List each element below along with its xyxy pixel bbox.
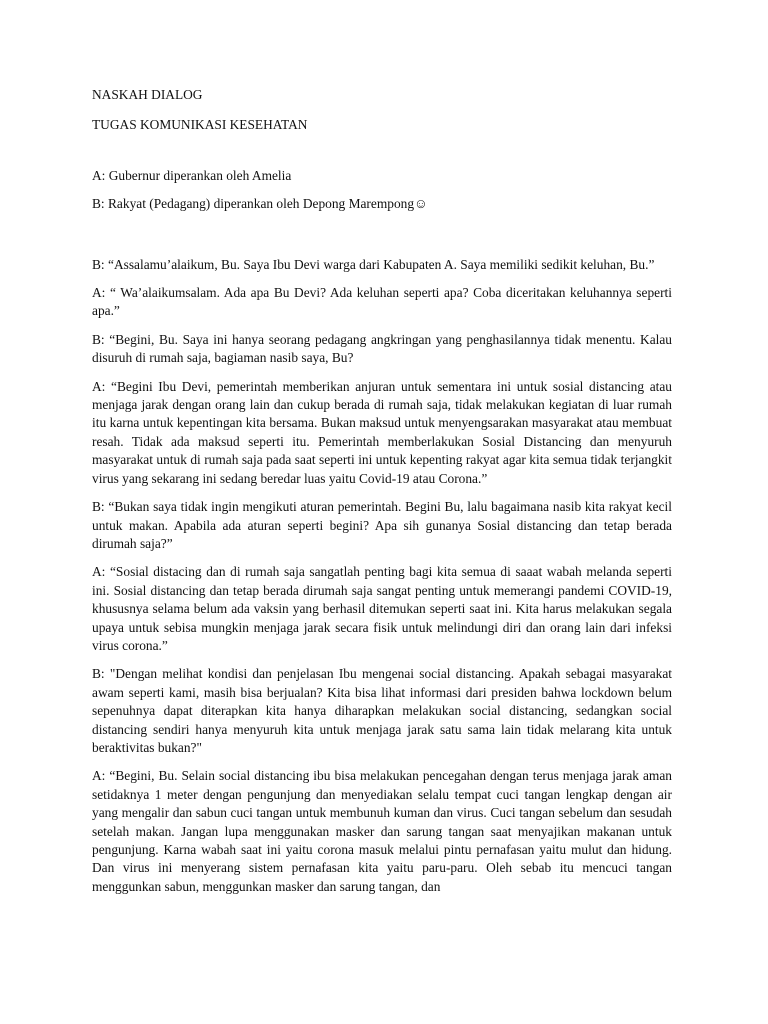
role-a: A: Gubernur diperankan oleh Amelia — [92, 167, 292, 183]
document-subtitle: TUGAS KOMUNIKASI KESEHATAN — [92, 117, 308, 133]
dialog-line-1: B: “Assalamu’alaikum, Bu. Saya Ibu Devi warga dari Kabupaten A. Saya memiliki sedikit keluhan, Bu.” — [92, 256, 655, 272]
document-page — [92, 86, 672, 906]
document-title: NASKAH DIALOG — [92, 87, 203, 102]
dialog-line-7: B: "Dengan melihat kondisi dan penjelasan Ibu mengenai social distancing. Apakah sebagai masyarakat awam seperti kami, masih bisa berjualan? Kita bisa lihat informasi dari presiden bahwa lockdown belum sepenuhnya dapat diterapkan kita hanya diharapkan melakukan social distancing, sedangkan social distancing sendiri hanya menyuruh kita untuk menjaga jarak satu sama lain tidak melarang kita untuk beraktivitas bukan?" — [92, 666, 672, 755]
role-b: B: Rakyat (Pedagang) diperankan oleh Depong Marempong☺ — [92, 196, 428, 212]
dialog-line-6: A: “Sosial distacing dan di rumah saja sangatlah penting bagi kita semua di saaat wabah melanda seperti ini. Sosial distancing dan tetap berada dirumah saja sangat penting untuk memerangi pandemi COVID-19, khususnya selama belum ada vaksin yang berhasil ditemukan seperti saat ini. Kita harus melakukan segala upaya untuk sebisa mungkin menjaga jarak secara fisik untuk melindungi diri dan orang lain dari infeksi virus corona.” — [92, 564, 672, 653]
dialog-line-4: A: “Begini Ibu Devi, pemerintah memberikan anjuran untuk sementara ini untuk sosial distancing atau menjaga jarak dengan orang lain dan cukup berada di rumah saja, tidak melakukan kegiatan di luar rumah itu karna untuk kepentingan kita bersama. Bukan maksud untuk menyengsarakan masyarakat atau membuat resah. Tidak ada maksud seperti itu. Pemerintah memberlakukan Sosial Distancing dan menyuruh masyarakat untuk di rumah saja pada saat seperti ini untuk kepenting rakyat agar kita semua tidak terjangkit virus yang sekarang ini sedang beredar luas yaitu Covid-19 atau Corona.” — [92, 378, 672, 486]
dialog-line-5: B: “Bukan saya tidak ingin mengikuti aturan pemerintah. Begini Bu, lalu bagaimana nasib kita rakyat kecil untuk makan. Apabila ada aturan seperti begini? Apa sih gunanya Sosial distancing dan tetap berada dirumah saja?” — [92, 499, 672, 551]
dialog-line-2: A: “ Wa’alaikumsalam. Ada apa Bu Devi? Ada keluhan seperti apa? Coba diceritakan keluhannya seperti apa.” — [92, 285, 672, 319]
dialog-line-8: A: “Begini, Bu. Selain social distancing ibu bisa melakukan pencegahan dengan terus menjaga jarak aman setidaknya 1 meter dengan pengunjung dan menyediakan selalu tempat cuci tangan lengkap dengan air yang mengalir dan sabun cuci tangan untuk membunuh kuman dan virus. Cuci tangan sebelum dan sesudah setelah makan. Jangan lupa menggunakan masker dan sarung tangan saat menyajikan makanan untuk pengunjung. Karna wabah saat ini yaitu corona masuk melalui pintu pernafasan yaitu mulut dan hidung. Dan virus ini menyerang sistem pernafasan kita yaitu paru-paru. Oleh sebab itu mencuci tangan menggunkan sabun, menggunkan masker dan sarung tangan, dan — [92, 768, 672, 894]
dialog-line-3: B: “Begini, Bu. Saya ini hanya seorang pedagang angkringan yang penghasilannya tidak menentu. Kalau disuruh di rumah saja, bagiaman nasib saya, Bu? — [92, 331, 672, 366]
